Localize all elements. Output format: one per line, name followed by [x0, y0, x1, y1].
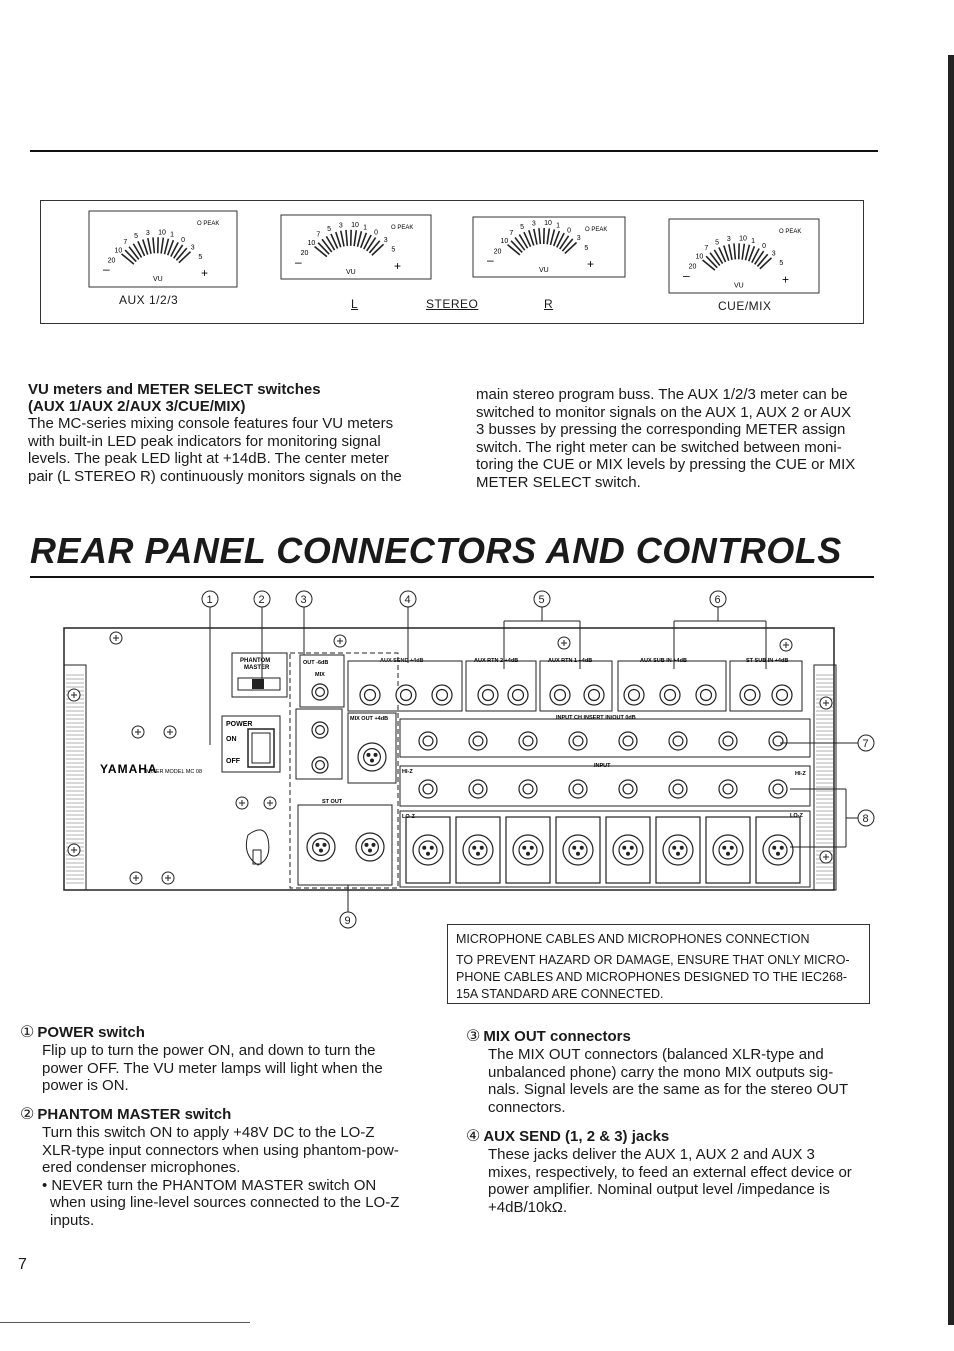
vu-peak-label: O PEAK — [779, 229, 802, 235]
callout-number: 6 — [714, 594, 721, 606]
vu-label: VU — [346, 268, 356, 276]
vu-scale-number: 10 — [695, 253, 704, 261]
lo-z-right-label: LO-Z — [790, 813, 803, 819]
item-phantom — [20, 1104, 422, 1229]
vu-plus: + — [587, 257, 595, 271]
callout-number: 1 — [206, 594, 213, 606]
insert-row-box — [400, 719, 810, 757]
item-body — [20, 1042, 422, 1095]
vu-meter-section-left — [28, 381, 430, 485]
hi-z-right-label: HI-Z — [795, 771, 806, 777]
vu-meter-section-right — [476, 386, 878, 491]
vu-scale-number: 5 — [327, 225, 332, 233]
on-label: ON — [226, 736, 237, 743]
item-title: AUX SEND (1, 2 & 3) jacks — [483, 1128, 670, 1145]
vu-scale-number: 20 — [688, 263, 697, 271]
vu-scale-number: 1 — [363, 224, 367, 232]
vu-scale-number: 7 — [509, 229, 514, 237]
section-heading-line1: VU meters and METER SELECT switches — [28, 381, 321, 398]
st-out-label: ST OUT — [322, 799, 343, 805]
vu-scale-number: 0 — [567, 227, 572, 235]
input-label: INPUT — [594, 763, 611, 769]
brand-logo: YAMAHA — [100, 762, 158, 776]
item-number: ② — [20, 1106, 35, 1123]
vu-scale-number: 10 — [114, 247, 123, 255]
text-line: pair (L STEREO R) continuously monitors signals on the — [28, 467, 402, 485]
vu-scale-number: 5 — [520, 223, 525, 231]
vu-scale-number: 20 — [493, 248, 502, 256]
vu-scale-number: 20 — [300, 250, 309, 258]
vu-scale-number: 10 — [307, 240, 316, 248]
bottom-rule — [0, 1322, 250, 1323]
vu-scale-number: 3 — [190, 244, 195, 252]
vu-scale-number: 0 — [374, 229, 379, 237]
item-number: ④ — [466, 1128, 481, 1145]
item-title: POWER switch — [37, 1024, 145, 1041]
vu-scale-number: 7 — [123, 239, 128, 247]
text-line: mixes, respectively, to feed an external effect device or — [488, 1163, 852, 1181]
callout-number: 8 — [862, 813, 869, 825]
vu-scale-number: 1 — [751, 237, 755, 245]
vu-scale-number: 7 — [316, 231, 321, 239]
text-line: ered condenser microphones. — [42, 1159, 241, 1176]
aux-rtn2-label: AUX RTN 2 +4dB — [474, 658, 519, 664]
item-aux-send — [466, 1126, 870, 1216]
off-label: OFF — [226, 758, 240, 765]
text-line: METER SELECT switch. — [476, 473, 641, 491]
vu-scale-number: 3 — [531, 220, 536, 228]
text-line: Turn this switch ON to apply +48V DC to the LO-Z — [42, 1124, 375, 1141]
text-line: inputs. — [50, 1211, 95, 1229]
vu-scale-number: 1 — [170, 231, 174, 239]
vu-scale-number: 10 — [158, 229, 166, 237]
rear-panel-diagram — [0, 585, 954, 935]
text-line: with built-in LED peak indicators for monitoring signal — [28, 432, 381, 450]
item-title: PHANTOM MASTER switch — [37, 1106, 232, 1123]
item-power — [20, 1022, 422, 1095]
vu-plus: + — [201, 266, 209, 281]
vu-scale-number: 10 — [739, 235, 747, 243]
vu-minus: – — [103, 262, 110, 277]
vu-peak-label: O PEAK — [585, 227, 608, 233]
title-underline — [30, 576, 874, 578]
power-label: POWER — [226, 721, 253, 728]
model-label: MIXER MODEL MC 08 — [146, 769, 203, 775]
phantom-label: PHANTOM — [240, 658, 271, 664]
text-line: nals. Signal levels are the same as for the stereo OUT — [488, 1081, 849, 1098]
vu-plus: + — [394, 258, 402, 273]
vu-scale-number: 5 — [715, 239, 720, 247]
vu-scale-number: 3 — [145, 229, 150, 237]
vu-scale-number: 5 — [779, 260, 784, 268]
master-label: MASTER — [244, 665, 270, 671]
aux-send-label: AUX SEND +4dB — [380, 658, 424, 664]
warning-box — [447, 924, 870, 1004]
text-line: toring the CUE or MIX levels by pressing the CUE or MIX — [476, 456, 856, 473]
vu-scale-number: 1 — [556, 222, 560, 230]
text-line: main stereo program buss. The AUX 1/2/3 meter can be — [476, 386, 848, 403]
vu-label: VU — [734, 282, 744, 290]
power-cord-socket — [246, 830, 269, 865]
vu-scale-number: 5 — [391, 246, 396, 254]
text-line: switch. The right meter can be switched between moni- — [476, 438, 842, 456]
text-line: Flip up to turn the power ON, and down to turn the — [42, 1042, 376, 1059]
text-line: These jacks deliver the AUX 1, AUX 2 and AUX 3 — [488, 1146, 815, 1163]
item-number: ① — [20, 1024, 35, 1041]
meter-label-cue-mix: CUE/MIX — [718, 299, 772, 313]
text-line: • NEVER turn the PHANTOM MASTER switch ON — [42, 1176, 377, 1194]
vu-label: VU — [153, 276, 163, 284]
text-line: switched to monitor signals on the AUX 1, AUX 2 or AUX — [476, 403, 852, 421]
vu-scale-number: 5 — [198, 254, 203, 262]
text-line: power amplifier. Nominal output level /impedance is — [488, 1181, 830, 1198]
lo-z-row-box — [400, 811, 810, 887]
vu-label: VU — [539, 267, 549, 274]
vu-scale-number: 0 — [181, 236, 186, 244]
top-rule — [30, 150, 878, 152]
mix-out-label: MIX OUT +4dB — [350, 716, 389, 722]
item-body — [20, 1124, 422, 1229]
vu-scale-number: 10 — [544, 220, 552, 228]
item-mix-out — [466, 1026, 870, 1116]
vu-meter-panel — [40, 200, 864, 324]
vu-scale-number: 20 — [107, 257, 116, 265]
meter-label-stereo-l: L — [351, 297, 359, 311]
hi-z-left-label: HI-Z — [402, 769, 413, 775]
vu-scale-number: 3 — [383, 237, 388, 245]
callout-number: 7 — [862, 738, 869, 750]
vu-scale-number: 10 — [351, 221, 359, 229]
meter-label-stereo: STEREO — [426, 297, 479, 311]
vu-scale-number: 3 — [576, 235, 581, 243]
warning-title: MICROPHONE CABLES AND MICROPHONES CONNECTION — [456, 932, 810, 946]
insert-label: INPUT CH INSERT IN/OUT 0dB — [556, 715, 636, 721]
text-line: connectors. — [488, 1098, 566, 1116]
power-rocker — [252, 733, 270, 763]
text-line: power OFF. The VU meter lamps will light when the — [42, 1059, 383, 1077]
st-sub-in-label: ST SUB IN +4dB — [746, 658, 789, 664]
callout-number: 2 — [258, 594, 265, 606]
text-line: XLR-type input connectors when using phantom-pow- — [42, 1141, 399, 1159]
vu-peak-label: O PEAK — [197, 221, 220, 227]
vu-scale-number: 3 — [726, 235, 731, 243]
text-line: unbalanced phone) carry the mono MIX outputs sig- — [488, 1063, 834, 1081]
vu-scale-number: 7 — [704, 245, 709, 253]
vu-scale-number: 5 — [134, 233, 139, 241]
meter-label-stereo-r: R — [544, 297, 554, 311]
aux-rtn1-box — [540, 661, 612, 711]
vu-minus: – — [683, 268, 690, 283]
page-title: REAR PANEL CONNECTORS AND CONTROLS — [30, 530, 842, 571]
mix-label: MIX — [315, 672, 325, 678]
vu-scale-number: 3 — [771, 250, 776, 258]
callout-number: 9 — [344, 915, 351, 927]
item-body — [466, 1046, 870, 1116]
text-line: The MC-series mixing console features four VU meters — [28, 415, 394, 432]
section-body-left — [28, 415, 430, 485]
warning-line: TO PREVENT HAZARD OR DAMAGE, ENSURE THAT ONLY MICRO- — [456, 953, 850, 967]
vu-scale-number: 10 — [500, 238, 509, 246]
text-line: power is ON. — [42, 1077, 129, 1094]
text-line: +4dB/10kΩ. — [488, 1198, 568, 1216]
vu-minus: – — [487, 253, 494, 267]
vu-scale-number: 5 — [584, 244, 589, 252]
callout-number: 5 — [538, 594, 545, 606]
item-number: ③ — [466, 1028, 481, 1045]
vu-scale-number: 0 — [762, 242, 767, 250]
aux-rtn1-label: AUX RTN 1 +4dB — [548, 658, 593, 664]
item-title: MIX OUT connectors — [483, 1028, 631, 1045]
text-line: The MIX OUT connectors (balanced XLR-type and — [488, 1046, 824, 1063]
section-heading-line2: (AUX 1/AUX 2/AUX 3/CUE/MIX) — [28, 398, 246, 415]
callout-number: 4 — [404, 594, 411, 606]
vu-minus: – — [295, 254, 302, 269]
item-body — [466, 1146, 870, 1216]
meter-label-aux: AUX 1/2/3 — [119, 293, 179, 307]
vu-peak-label: O PEAK — [391, 225, 414, 231]
aux-sub-in-label: AUX SUB IN +4dB — [640, 658, 687, 664]
callout-number: 3 — [300, 594, 307, 606]
hi-z-row-box — [400, 766, 810, 806]
rear-panel-illustration — [0, 585, 954, 935]
warning-line: PHONE CABLES AND MICROPHONES DESIGNED TO THE IEC268- — [456, 970, 848, 984]
page-number: 7 — [18, 1256, 27, 1273]
warning-line: 15A STANDARD ARE CONNECTED. — [456, 987, 664, 1001]
vu-plus: + — [782, 272, 790, 287]
lo-z-left-label: LO-Z — [402, 814, 415, 820]
text-line: when using line-level sources connected to the LO-Z — [50, 1194, 400, 1211]
text-line: levels. The peak LED light at +14dB. The center meter — [28, 450, 389, 467]
vu-scale-number: 3 — [338, 222, 343, 230]
aux-rtn2-box — [466, 661, 536, 711]
out-label: OUT -6dB — [303, 660, 329, 666]
text-line: 3 busses by pressing the corresponding METER assign — [476, 421, 846, 438]
